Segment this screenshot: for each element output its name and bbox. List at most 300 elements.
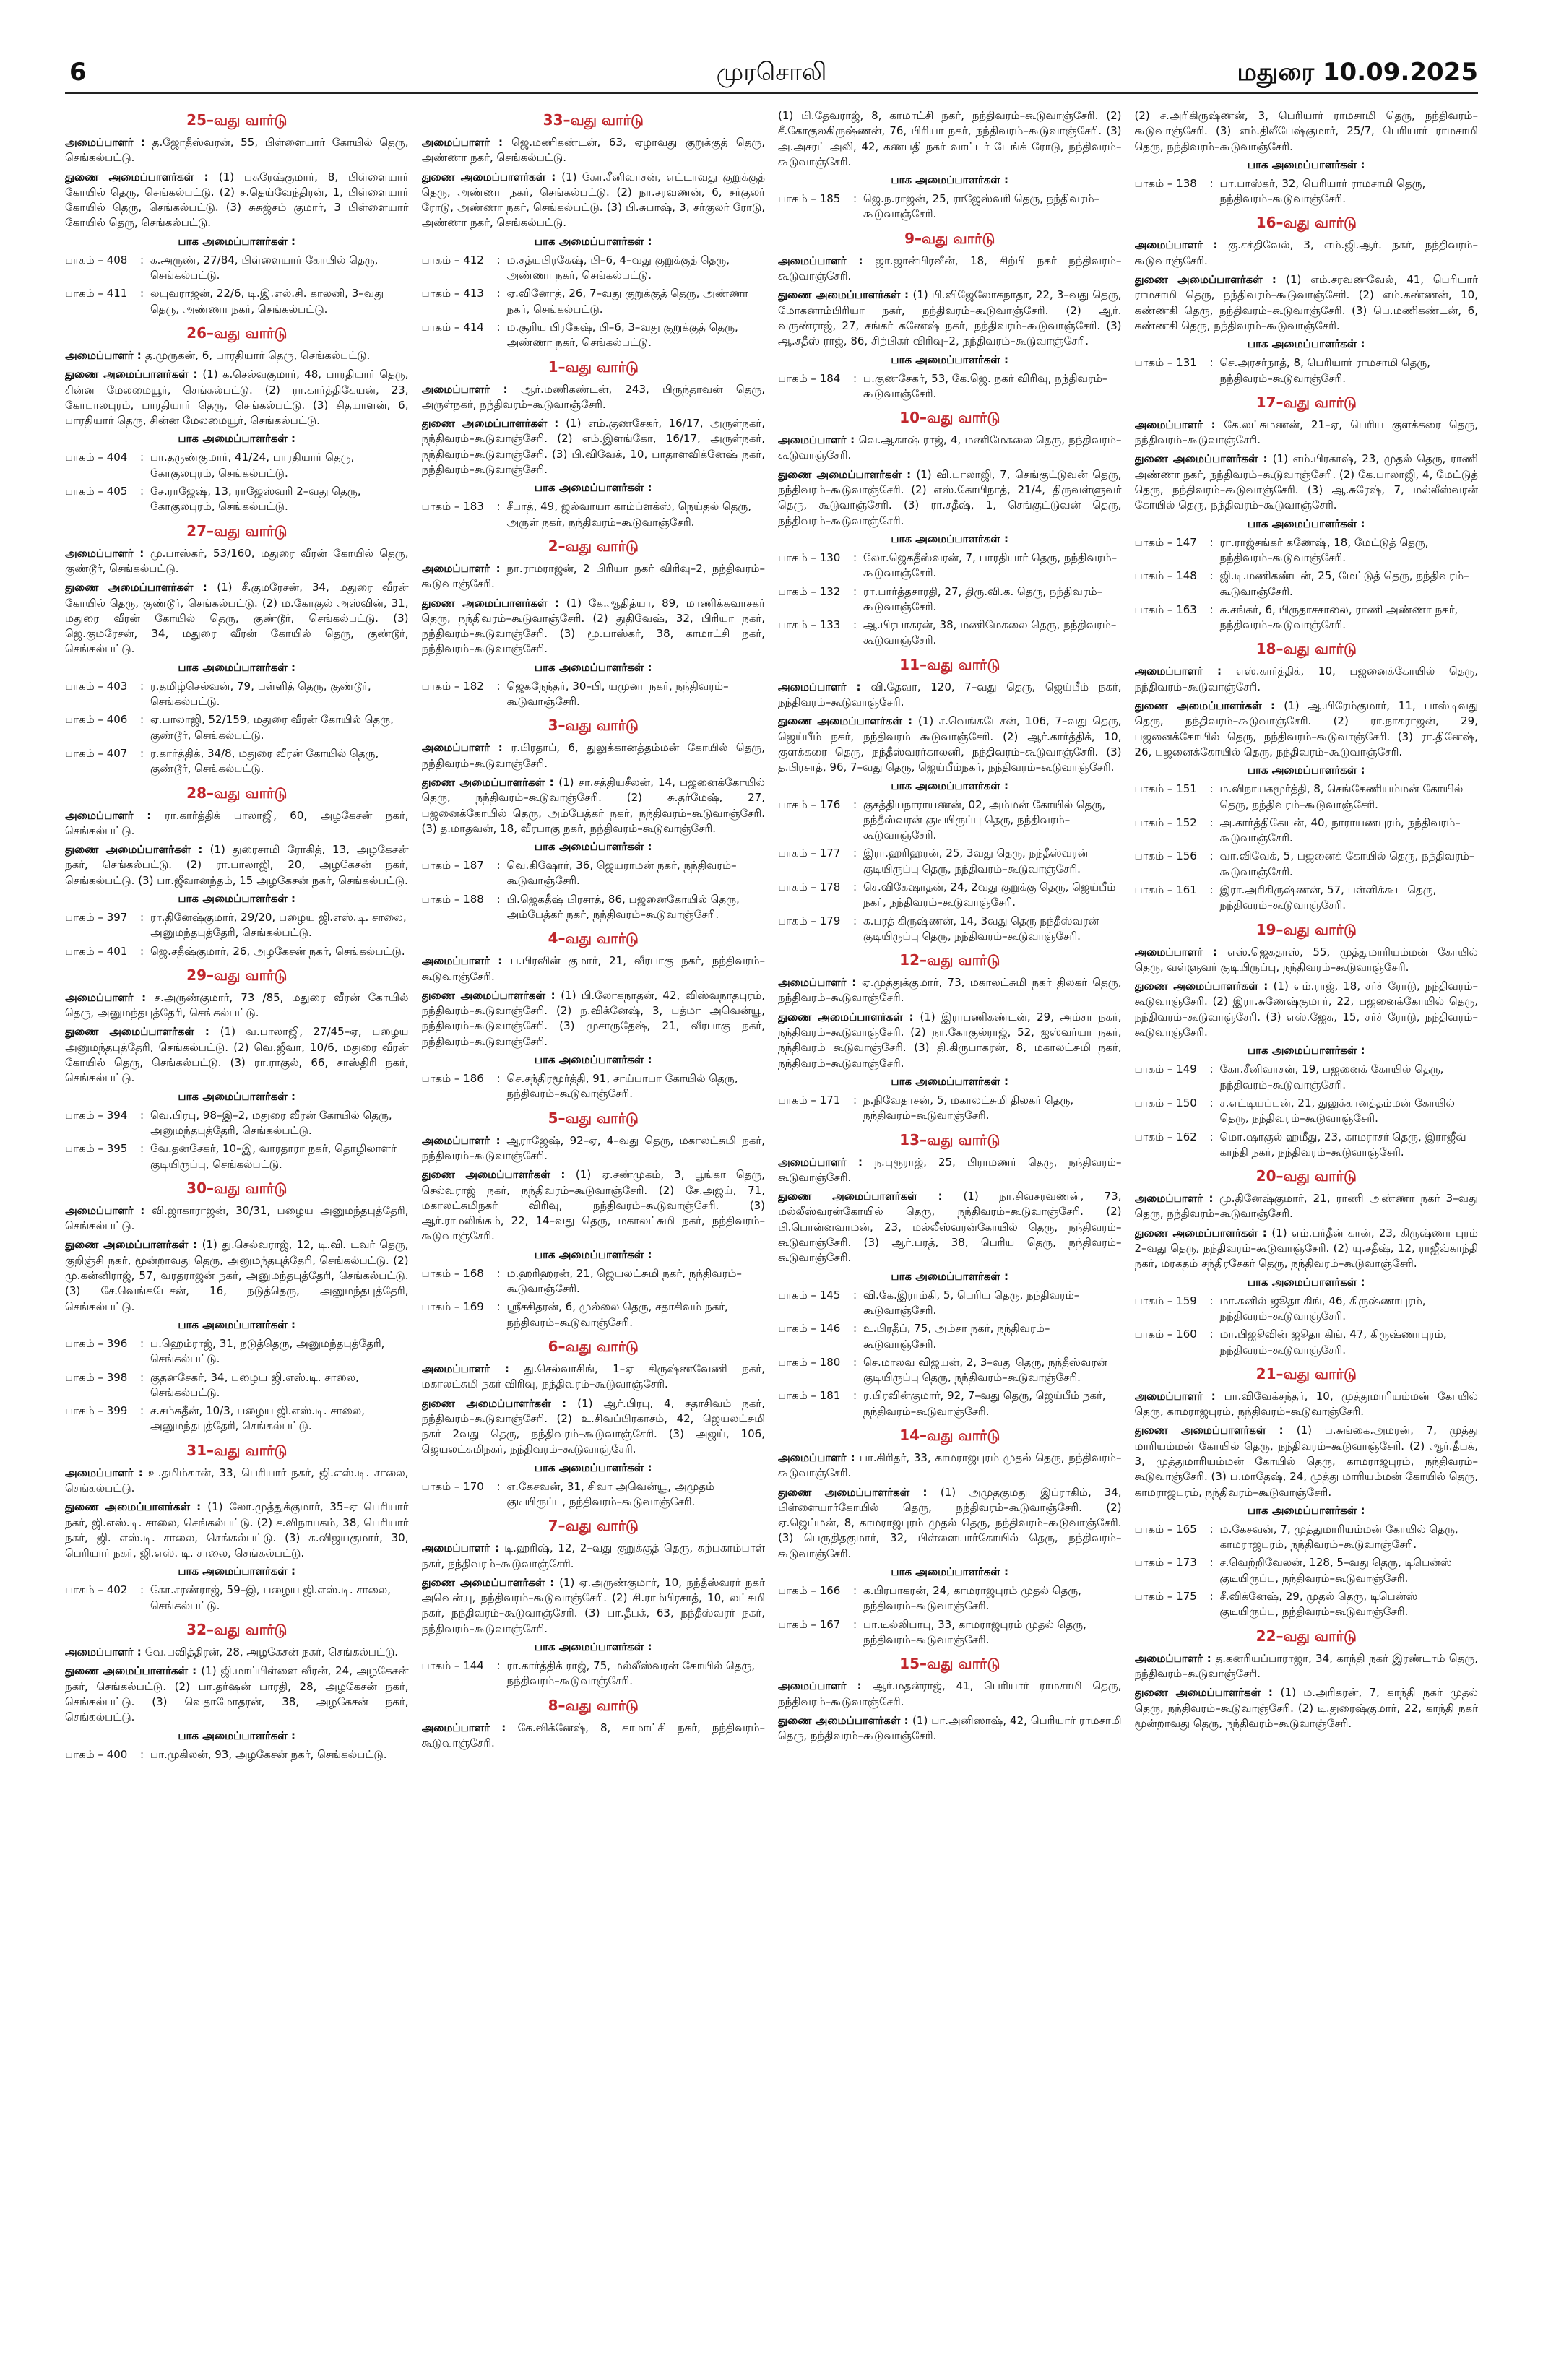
booth-row bbox=[422, 892, 766, 923]
deputy-label: துணை அமைப்பாளர்கள் : bbox=[1134, 699, 1284, 713]
booth-row bbox=[65, 1747, 409, 1762]
booth-number: பாகம் – 178 bbox=[778, 880, 841, 893]
organizer-entry bbox=[422, 1721, 766, 1752]
booth-colon: : bbox=[1209, 1063, 1214, 1076]
deputy-label: துணை அமைப்பாளர்கள் : bbox=[778, 714, 918, 728]
booth-heading: பாக அமைப்பாளர்கள் : bbox=[891, 1565, 1009, 1579]
ward-heading: 20–வது வார்டு bbox=[1255, 1167, 1357, 1185]
booth-text: லோ.ஜெகதீஸ்வரன், 7, பாரதியார் தெரு, நந்திவரம்–கூடுவாஞ்சேரி. bbox=[863, 550, 1118, 580]
booth-row bbox=[1135, 1522, 1479, 1553]
booth-text: ப.ஹெம்ராஜ், 31, நடுத்தெரு, அனுமந்தபுத்தேரி, செங்கல்பட்டு. bbox=[150, 1336, 385, 1366]
booth-row bbox=[422, 679, 766, 710]
ward-section bbox=[422, 1109, 766, 1330]
booth-number: பாகம் – 175 bbox=[1134, 1590, 1197, 1604]
deputy-entry bbox=[422, 988, 766, 1050]
deputy-text: (1) வி.பாலாஜி, 7, செங்குட்டுவன் தெரு, நந்திவரம்–கூடுவாஞ்சேரி. (2) எஸ்.கோபிநாத், 21/4, திருவள்ளுவர் தெரு, கூடுவாஞ்சேரி. (3) ரா.சதீஷ், 1, செங்குட்டுவன் தெரு, நந்திவரம்–கூடுவாஞ்சேரி. bbox=[778, 467, 1122, 527]
booth-colon: : bbox=[140, 1108, 144, 1122]
organizer-entry bbox=[1135, 1651, 1479, 1682]
ward-heading: 1–வது வார்டு bbox=[548, 358, 639, 376]
booth-heading: பாக அமைப்பாளர்கள் : bbox=[891, 1269, 1009, 1283]
organizer-label: அமைப்பாளர் : bbox=[1134, 238, 1228, 252]
booth-number: பாகம் – 163 bbox=[1134, 602, 1197, 616]
booth-heading: பாக அமைப்பாளர்கள் : bbox=[1247, 1275, 1365, 1289]
ward-section bbox=[778, 230, 1122, 402]
booth-text: வெ.கிஷோர், 36, ஜெயராமன் நகர், நந்திவரம்–கூடுவாஞ்சேரி. bbox=[506, 859, 737, 888]
organizer-text: ப.பிரவின் குமார், 21, வீரபாகு நகர், நந்திவரம்–கூடுவாஞ்சேரி. bbox=[421, 954, 765, 983]
organizer-label: அமைப்பாளர் : bbox=[1134, 1651, 1216, 1665]
booth-heading: பாக அமைப்பாளர்கள் : bbox=[891, 1074, 1009, 1088]
booth-row bbox=[1135, 1327, 1479, 1358]
deputy-text: (1) பா.அனிஸாஷ், 42, பெரியார் ராமசாமி தெரு, நந்திவரம்–கூடுவாஞ்சேரி. bbox=[778, 1713, 1122, 1743]
booth-row bbox=[1135, 176, 1479, 207]
deputy-text: (1) எம்.ராஜ், 18, சர்ச் ரோடு, நந்திவரம்–கூடுவாஞ்சேரி. (2) இரா.சுணேஷ்குமார், 22, பஜனைக்கோயில் தெரு, நந்திவரம்–கூடுவாஞ்சேரி. (3) எஸ்.ஜேசு, 15, சர்ச் ரோடு, நந்திவரம்–கூடுவாஞ்சேரி. bbox=[1134, 979, 1478, 1039]
deputy-entry bbox=[778, 108, 1122, 170]
booth-row bbox=[422, 253, 766, 284]
booth-heading: பாக அமைப்பாளர்கள் : bbox=[891, 532, 1009, 545]
booth-row bbox=[65, 286, 409, 317]
ward-section bbox=[65, 324, 409, 515]
deputy-entry bbox=[778, 467, 1122, 529]
booth-number: பாகம் – 133 bbox=[778, 618, 841, 632]
deputy-text: (1) அமுதகுமது இப்ராகிம், 34, பிள்ளையார்கோயில் தெரு, நந்திவரம்–கூடுவாஞ்சேரி. (2) ஏ.ஜெய்மன், 8, காமராஜபுரம் முதல் தெரு, நந்திவரம்–கூடுவாஞ்சேரி. (3) பெருதிதகுமார், 32, பிள்ளையார்கோயில் தெரு, நந்திவரம்–கூடுவாஞ்சேரி. bbox=[778, 1485, 1122, 1560]
booth-row bbox=[65, 1108, 409, 1139]
booth-row bbox=[778, 1288, 1122, 1319]
organizer-entry bbox=[778, 433, 1122, 464]
booth-row bbox=[778, 1388, 1122, 1419]
booth-row bbox=[422, 858, 766, 889]
deputy-label: துணை அமைப்பாளர்கள் : bbox=[1134, 452, 1273, 466]
booth-row bbox=[422, 1266, 766, 1297]
deputy-text: (1) ஆர்.பிரபு, 4, சதாசிவம் நகர், நந்திவரம்–கூடுவாஞ்சேரி. (2) உ.சிவப்பிரகாசம், 42, ஜெயலட்சுமி நகர் 2வது தெரு, நந்திவரம்–கூடுவாஞ்சேரி. (3) அஜய், 106, ஜெயலட்சுமிநகர், நந்திவரம்–கூடுவாஞ்சேரி. bbox=[421, 1396, 765, 1456]
organizer-entry bbox=[1135, 238, 1479, 269]
ward-section bbox=[422, 1697, 766, 1752]
edition-date: மதுரை 10.09.2025 bbox=[1237, 58, 1478, 87]
ward-section bbox=[422, 358, 766, 530]
deputy-label: துணை அமைப்பாளர்கள் : bbox=[778, 1190, 964, 1203]
booth-heading: பாக அமைப்பாளர்கள் : bbox=[178, 891, 296, 905]
organizer-label: அமைப்பாளர் : bbox=[1134, 665, 1237, 678]
booth-text: ஏ.வினோத், 26, 7–வது குறுக்குத் தெரு, அண்ணா நகர், செங்கல்பட்டு. bbox=[506, 287, 748, 316]
booth-colon: : bbox=[140, 1370, 144, 1384]
booth-text: கோ.சரண்ராஜ், 59–இ, பழைய ஜி.எஸ்.டி. சாலை, செங்கல்பட்டு. bbox=[150, 1583, 392, 1612]
deputy-text: (1) எம்.பர்தீன் கான், 23, கிருஷ்ணா புரம் 2–வது தெரு, நந்திவரம்–கூடுவாஞ்சேரி. (2) யு.சதீஷ், 12, ராஜீவ்காந்தி நகர், மரகதம் சந்திரசேகர் தெரு, நந்திவரம்–கூடுவாஞ்சேரி. bbox=[1134, 1226, 1478, 1271]
booth-row bbox=[422, 1071, 766, 1102]
booth-colon: : bbox=[140, 1336, 144, 1350]
booth-number: பாகம் – 144 bbox=[421, 1659, 484, 1673]
organizer-text: ஆர்.மணிகண்டன், 243, பிருந்தாவன் தெரு, அருள்நகர், நந்திவரம்–கூடுவாஞ்சேரி. bbox=[421, 382, 765, 411]
booth-colon: : bbox=[1209, 1328, 1214, 1341]
organizer-text: த.ஜோதீஸ்வரன், 55, பிள்ளையார் கோயில் தெரு, செங்கல்பட்டு. bbox=[65, 136, 409, 165]
organizer-entry bbox=[422, 382, 766, 413]
booth-row bbox=[65, 944, 409, 959]
deputy-text: (1) கே.ஆதித்யா, 89, மாணிக்கவாசகர் தெரு, நந்திவரம்–கூடுவாஞ்சேரி. (2) துதிவேஷ், 32, பிரியா நகர், நந்திவரம்–கூடுவாஞ்சேரி. (3) மூ.பாஸ்கர், 38, காமாட்சி நகர், நந்திவரம்–கூடுவாஞ்சேரி. bbox=[421, 596, 765, 656]
deputy-text: (1) வ.பாலாஜி, 27/45–ஏ, பழைய அனுமந்தபுத்தேரி, செங்கல்பட்டு. (2) வெ.ஜீவா, 10/6, மதுரை வீரன் கோயில் தெரு, செங்கல்பட்டு. (3) ரா.ராகுல், 66, சாஸ்திரி நகர், செங்கல்பட்டு. bbox=[65, 1025, 409, 1085]
organizer-text: ஏ.முத்துக்குமார், 73, மகாலட்சுமி நகர் திலகர் தெரு, நந்திவரம்–கூடுவாஞ்சேரி. bbox=[778, 976, 1122, 1005]
booth-text: வா.விவேக், 5, பஜனைக் கோயில் தெரு, நந்திவரம்–கூடுவாஞ்சேரி. bbox=[1219, 849, 1475, 878]
booth-text: ஜி.டி.மணிகண்டன், 25, மேட்டுத் தெரு, நந்திவரம்–கூடுவாஞ்சேரி. bbox=[1219, 569, 1469, 598]
ward-section bbox=[422, 930, 766, 1102]
booth-colon: : bbox=[1209, 1130, 1214, 1143]
booth-text: ம.சத்யபிரகேஷ், பி–6, 4–வது குறுக்குத் தெரு, அண்ணா நகர், செங்கல்பட்டு. bbox=[506, 253, 730, 282]
booth-number: பாகம் – 396 bbox=[65, 1336, 128, 1350]
booth-colon: : bbox=[1209, 1522, 1214, 1536]
booth-heading: பாக அமைப்பாளர்கள் : bbox=[891, 173, 1009, 187]
ward-section bbox=[422, 537, 766, 709]
deputy-entry bbox=[65, 842, 409, 888]
ward-heading: 21–வது வார்டு bbox=[1255, 1364, 1357, 1382]
organizer-label: அமைப்பாளர் : bbox=[65, 1645, 145, 1659]
booth-colon: : bbox=[140, 910, 144, 924]
organizer-entry bbox=[65, 1203, 409, 1234]
booth-colon: : bbox=[853, 1355, 857, 1369]
newspaper-name: முரசொலி bbox=[716, 58, 827, 87]
booth-text: வெ.பிரபு, 98–இ–2, மதுரை வீரன் கோயில் தெரு, அனுமந்தபுத்தேரி, செங்கல்பட்டு. bbox=[150, 1108, 392, 1137]
booth-text: ஜெ.ந.ராஜன், 25, ராஜேஸ்வரி தெரு, நந்திவரம்–கூடுவாஞ்சேரி. bbox=[863, 192, 1100, 221]
booth-colon: : bbox=[1209, 1556, 1214, 1570]
ward-heading: 19–வது வார்டு bbox=[1255, 920, 1357, 938]
deputy-label: துணை அமைப்பாளர்கள் : bbox=[1134, 1686, 1281, 1700]
deputy-text: (1) ஏ.சண்முகம், 3, பூங்கா தெரு, செல்வராஜ் நகர், நந்திவரம்–கூடுவாஞ்சேரி. (2) சே.அஜய், 71, மகாலட்சுமிநகர் விரிவு, நந்திவரம்–கூடுவாஞ்சேரி. (3) ஆர்.ராமலிங்கம், 22, 14–வது தெரு, மகாலட்சுமி நகர், நந்திவரம்–கூடுவாஞ்சேரி. bbox=[421, 1168, 765, 1243]
organizer-text: எஸ்.கார்த்திக், 10, பஜனைக்கோயில் தெரு, நந்திவரம்–கூடுவாஞ்சேரி. bbox=[1134, 665, 1478, 693]
deputy-label: துணை அமைப்பாளர்கள் : bbox=[65, 581, 217, 594]
organizer-text: த.கனரியப்பாராஜா, 34, காந்தி நகர் இரண்டாம் தெரு, நந்திவரம்–கூடுவாஞ்சேரி. bbox=[1134, 1651, 1478, 1680]
ward-heading: 31–வது வார்டு bbox=[186, 1441, 288, 1459]
deputy-label: துணை அமைப்பாளர்கள் : bbox=[421, 1575, 560, 1589]
booth-heading: பாக அமைப்பாளர்கள் : bbox=[534, 234, 652, 248]
ward-heading: 18–வது வார்டு bbox=[1255, 640, 1357, 658]
organizer-label: அமைப்பாளர் : bbox=[421, 1541, 505, 1555]
organizer-label: அமைப்பாளர் : bbox=[421, 561, 507, 575]
booth-row bbox=[778, 797, 1122, 844]
booth-colon: : bbox=[1209, 1096, 1214, 1109]
deputy-entry bbox=[65, 170, 409, 231]
booth-row bbox=[778, 1617, 1122, 1648]
booth-heading: பாக அமைப்பாளர்கள் : bbox=[534, 1640, 652, 1654]
organizer-text: பா.கிரிதர், 33, காமராஜபுரம் முதல் தெரு, நந்திவரம்–கூடுவாஞ்சேரி. bbox=[778, 1451, 1122, 1480]
ward-section bbox=[65, 966, 409, 1172]
ward-heading: 3–வது வார்டு bbox=[548, 717, 639, 735]
organizer-label: அமைப்பாளர் : bbox=[1134, 1389, 1224, 1403]
booth-text: சே.ராஜேஷ், 13, ராஜேஸ்வரி 2–வது தெரு, கோகுலபுரம், செங்கல்பட்டு. bbox=[150, 485, 361, 514]
booth-number: பாகம் – 408 bbox=[65, 253, 128, 267]
ward-heading: 6–வது வார்டு bbox=[548, 1337, 639, 1355]
deputy-text: (1) ச.வெங்கடேசன், 106, 7–வது தெரு, ஜெய்பீம் நகர், நந்திவரம் கூடுவாஞ்சேரி. (2) ஆர்.கார்த்திக், 10, குளக்கரை தெரு, நந்தீஸ்வரர்காலனி, நந்திவரம்–கூடுவாஞ்சேரி. (3) த.பிரசாத், 96, 7–வது தெரு, ஜெய்பீம்நகர், நந்திவரம்–கூடுவாஞ்சேரி. bbox=[778, 714, 1122, 774]
booth-text: ச.சம்சுதீன், 10/3, பழைய ஜி.எஸ்.டி. சாலை, அனுமந்தபுத்தேரி, செங்கல்பட்டு. bbox=[150, 1404, 365, 1433]
ward-heading: 22–வது வார்டு bbox=[1255, 1627, 1357, 1645]
booth-number: பாகம் – 170 bbox=[421, 1479, 484, 1493]
booth-number: பாகம் – 394 bbox=[65, 1108, 128, 1122]
organizer-text: ஆராஜேஷ், 92–ஏ, 4–வது தெரு, மகாலட்சுமி நகர், நந்திவரம்–கூடுவாஞ்சேரி. bbox=[421, 1133, 765, 1162]
booth-number: பாகம் – 146 bbox=[778, 1322, 841, 1336]
ward-heading: 17–வது வார்டு bbox=[1255, 393, 1357, 411]
deputy-label: துணை அமைப்பாளர்கள் : bbox=[778, 1485, 941, 1499]
organizer-text: டி.ஹரிஷ், 12, 2–வது குறுக்குத் தெரு, சுற்பகாம்பாள் நகர், நந்திவரம்–கூடுவாஞ்சேரி. bbox=[421, 1541, 765, 1570]
organizer-entry bbox=[422, 135, 766, 166]
ward-section bbox=[1135, 394, 1479, 633]
booth-colon: : bbox=[1209, 782, 1214, 796]
organizer-entry bbox=[778, 1155, 1122, 1186]
organizer-entry bbox=[422, 953, 766, 985]
booth-colon: : bbox=[140, 451, 144, 464]
booth-number: பாகம் – 406 bbox=[65, 713, 128, 727]
ward-section bbox=[1135, 921, 1479, 1161]
booth-colon: : bbox=[853, 618, 857, 632]
organizer-text: ரா.கார்த்திக் பாலாஜி, 60, அழகேசன் நகர், செங்கல்பட்டு. bbox=[65, 808, 409, 837]
organizer-label: அமைப்பாளர் : bbox=[65, 1466, 148, 1479]
deputy-label: துணை அமைப்பாளர்கள் : bbox=[778, 288, 913, 302]
column-3 bbox=[778, 108, 1122, 2355]
booth-text: மொ.ஷாகுல் ஹமீது, 23, காமராசர் தெரு, இராஜீவ் காந்தி நகர், நந்திவரம்–கூடுவாஞ்சேரி. bbox=[1219, 1130, 1466, 1159]
booth-number: பாகம் – 167 bbox=[778, 1617, 841, 1631]
organizer-text: உ.தமிம்கான், 33, பெரியார் நகர், ஜி.எஸ்.டி. சாலை, செங்கல்பட்டு. bbox=[65, 1466, 409, 1494]
booth-colon: : bbox=[853, 371, 857, 385]
ward-section bbox=[422, 111, 766, 351]
organizer-label: அமைப்பாளர் : bbox=[778, 1451, 860, 1464]
booth-row bbox=[65, 1370, 409, 1401]
ward-section bbox=[65, 784, 409, 959]
ward-section bbox=[778, 409, 1122, 649]
deputy-text: (1) சா.சத்தியசீலன், 14, பஜனைக்கோயில் தெரு, நந்திவரம்–கூடுவாஞ்சேரி. (2) சு.தர்மேஷ், 27, பஜனைக்கோயில் தெரு, அம்பேத்கர் நகர், நந்திவரம்–கூடுவாஞ்சேரி. (3) த.மாதவன், 18, வீரபாகு நகர், நந்திவரம்–கூடுவாஞ்சேரி. bbox=[421, 775, 765, 835]
ward-heading: 15–வது வார்டு bbox=[899, 1655, 1000, 1673]
deputy-label: துணை அமைப்பாளர்கள் : bbox=[421, 1168, 576, 1182]
booth-colon: : bbox=[140, 1747, 144, 1761]
booth-number: பாகம் – 173 bbox=[1134, 1556, 1197, 1570]
booth-text: ஸ்ரீசசிதரன், 6, முல்லை தெரு, சதாசிவம் நகர், நந்திவரம்–கூடுவாஞ்சேரி. bbox=[506, 1300, 728, 1329]
content-columns bbox=[65, 108, 1478, 2355]
booth-number: பாகம் – 183 bbox=[421, 500, 484, 514]
booth-text: வி.கே.இராம்கி, 5, பெரிய தெரு, நந்திவரம்–கூடுவாஞ்சேரி. bbox=[863, 1288, 1080, 1317]
deputy-entry bbox=[1135, 1226, 1479, 1272]
masthead bbox=[0, 0, 1543, 87]
ward-heading: 26–வது வார்டு bbox=[186, 324, 288, 342]
booth-row bbox=[778, 618, 1122, 649]
booth-heading: பாக அமைப்பாளர்கள் : bbox=[534, 840, 652, 854]
booth-text: ச.வெற்றிவேலன், 128, 5–வது தெரு, டிபென்ஸ் குடியிருப்பு, நந்திவரம்–கூடுவாஞ்சேரி. bbox=[1219, 1556, 1452, 1585]
deputy-text: (1) ஜி.மாப்பிள்ளை வீரன், 24, அழகேசன் நகர், செங்கல்பட்டு. (2) பா.தர்ஷன் பாரதி, 28, அழகேசன் நகர், செங்கல்பட்டு. (3) வெதாமோதரன், 38, அழகேசன் நகர், செங்கல்பட்டு. bbox=[65, 1664, 409, 1724]
organizer-entry bbox=[1135, 417, 1479, 449]
deputy-text: (1) ஏ.அருண்குமார், 10, நந்தீஸ்வரர் நகர் அவென்யு, நந்திவரம்–கூடுவாஞ்சேரி. (2) சி.ராம்பிரசாத், 10, லட்சுமி நகர், நந்திவரம்–கூடுவாஞ்சேரி. (3) பா.தீபக், 63, நந்தீஸ்வரர் நகர், நந்திவரம்–கூடுவாஞ்சேரி. bbox=[421, 1575, 765, 1635]
booth-heading: பாக அமைப்பாளர்கள் : bbox=[178, 1728, 296, 1742]
booth-colon: : bbox=[140, 1583, 144, 1597]
ward-heading: 12–வது வார்டு bbox=[899, 951, 1000, 969]
organizer-entry bbox=[778, 254, 1122, 285]
organizer-entry bbox=[778, 975, 1122, 1006]
booth-row bbox=[422, 1299, 766, 1330]
organizer-entry bbox=[422, 561, 766, 592]
ward-heading: 14–வது வார்டு bbox=[899, 1427, 1000, 1444]
booth-text: ஜெ.சதீஷ்குமார், 26, அழகேசன் நகர், செங்கல்பட்டு. bbox=[150, 944, 405, 958]
booth-number: பாகம் – 185 bbox=[778, 192, 841, 206]
booth-colon: : bbox=[496, 1266, 501, 1280]
ward-heading: 8–வது வார்டு bbox=[548, 1696, 639, 1714]
deputy-label: துணை அமைப்பாளர்கள் : bbox=[1134, 273, 1287, 287]
booth-text: எ.கேசவன், 31, சிவா அவென்யூ, அமுதம் குடியிருப்பு, நந்திவரம்–கூடுவாஞ்சேரி. bbox=[506, 1479, 715, 1508]
ward-heading: 5–வது வார்டு bbox=[548, 1109, 639, 1127]
ward-heading: 32–வது வார்டு bbox=[186, 1621, 288, 1639]
deputy-entry bbox=[422, 170, 766, 231]
deputy-text: (1) பி.தேவராஜ், 8, காமாட்சி நகர், நந்திவரம்–கூடுவாஞ்சேரி. (2) சீ.கோகுலகிருஷ்ணன், 76, பிரியா நகர், நந்திவரம்–கூடுவாஞ்சேரி. (3) அ.அசரப் அலி, 42, கணபதி நகர் வாட்டர் டேங்க் ரோடு, நந்திவரம்–கூடுவாஞ்சேரி. bbox=[778, 109, 1122, 168]
deputy-label: துணை அமைப்பாளர்கள் : bbox=[421, 988, 561, 1002]
deputy-label: துணை அமைப்பாளர்கள் : bbox=[778, 467, 917, 481]
ward-heading: 11–வது வார்டு bbox=[899, 655, 1000, 673]
booth-colon: : bbox=[496, 1072, 501, 1086]
booth-text: பா.பாஸ்கர், 32, பெரியார் ராமசாமி தெரு, நந்திவரம்–கூடுவாஞ்சேரி. bbox=[1219, 176, 1426, 206]
booth-row bbox=[1135, 568, 1479, 600]
organizer-text: ஆர்.மதன்ராஜ், 41, பெரியார் ராமசாமி தெரு, நந்திவரம்–கூடுவாஞ்சேரி. bbox=[778, 1679, 1122, 1708]
column-1 bbox=[65, 108, 409, 2355]
booth-text: செ.விகேஷாதன், 24, 2வது குறுக்கு தெரு, ஜெய்பீம் நகர், நந்திவரம்–கூடுவாஞ்சேரி. bbox=[863, 880, 1116, 909]
deputy-label: துணை அமைப்பாளர்கள் : bbox=[421, 596, 566, 610]
deputy-label: துணை அமைப்பாளர்கள் : bbox=[65, 1500, 208, 1514]
booth-row bbox=[65, 1583, 409, 1614]
booth-text: ப.குணசேகர், 53, கே.ஜெ. நகர் விரிவு, நந்திவரம்–கூடுவாஞ்சேரி. bbox=[863, 371, 1108, 400]
deputy-text: (1) பசுரேஷ்குமார், 8, பிள்ளையார் கோயில் தெரு, செங்கல்பட்டு. (2) ச.தெய்வேந்திரன், 1, பிள்ளையார் கோயில் தெரு, செங்கல்பட்டு. (3) சுசுஜ்சம் குமார், 3 பிள்ளையார் கோயில் தெரு, செங்கல்பட்டு. bbox=[65, 170, 409, 230]
booth-text: ர.தமிழ்செல்வன், 79, பள்ளித் தெரு, குண்டூர், செங்கல்பட்டு. bbox=[150, 679, 371, 709]
booth-text: ம.கேசவன், 7, முத்துமாரியம்மன் கோயில் தெரு, காமராஜபுரம், நந்திவரம்–கூடுவாஞ்சேரி. bbox=[1219, 1522, 1458, 1552]
booth-row bbox=[778, 914, 1122, 945]
booth-number: பாகம் – 404 bbox=[65, 451, 128, 464]
booth-heading: பாக அமைப்பாளர்கள் : bbox=[534, 1461, 652, 1474]
booth-heading: பாக அமைப்பாளர்கள் : bbox=[178, 432, 296, 446]
ward-section bbox=[422, 1338, 766, 1510]
booth-row bbox=[65, 1403, 409, 1435]
booth-row bbox=[778, 1093, 1122, 1124]
booth-text: ம.சூரிய பிரகேஷ், பி–6, 3–வது குறுக்குத் தெரு, அண்ணா நகர், செங்கல்பட்டு. bbox=[506, 320, 738, 350]
booth-row bbox=[1135, 1589, 1479, 1620]
ward-heading: 4–வது வார்டு bbox=[548, 930, 639, 948]
booth-number: பாகம் – 397 bbox=[65, 910, 128, 924]
booth-row bbox=[778, 846, 1122, 877]
booth-colon: : bbox=[853, 847, 857, 860]
ward-heading: 33–வது வார்டு bbox=[543, 111, 644, 129]
booth-number: பாகம் – 180 bbox=[778, 1355, 841, 1369]
deputy-text: (1) சீ.குமரேசன், 34, மதுரை வீரன் கோயில் தெரு, குண்டூர், செங்கல்பட்டு. (2) ம.கோகுல் அஸ்வின், 31, மதுரை வீரன் கோயில் தெரு, குண்டூர், செங்கல்பட்டு. (3) ஜெ.குமரேசன், 34, மதுரை வீரன் கோயில் தெரு, குண்டூர், செங்கல்பட்டு. bbox=[65, 581, 409, 656]
booth-row bbox=[1135, 1555, 1479, 1586]
booth-text: க.அருண், 27/84, பிள்ளையார் கோயில் தெரு, செங்கல்பட்டு. bbox=[150, 253, 379, 282]
booth-text: குதனசேகர், 34, பழைய ஜி.எஸ்.டி. சாலை, செங்கல்பட்டு. bbox=[150, 1370, 359, 1399]
booth-text: பி.ஜெகதீஷ் பிரசாத், 86, பஜனைகோயில் தெரு, அம்பேத்கர் நகர், நந்திவரம்–கூடுவாஞ்சேரி. bbox=[506, 892, 740, 921]
organizer-label: அமைப்பாளர் : bbox=[65, 348, 145, 362]
deputy-label: துணை அமைப்பாளர்கள் : bbox=[421, 417, 566, 430]
booth-text: பா.தருண்குமார், 41/24, பாரதியார் தெரு, கோகுலபுரம், செங்கல்பட்டு. bbox=[150, 451, 355, 480]
booth-text: சு.சங்கர், 6, பிருதாசசாலை, ராணி அண்ணா நகர், நந்திவரம்–கூடுவாஞ்சேரி. bbox=[1219, 602, 1458, 632]
deputy-entry bbox=[1135, 1685, 1479, 1731]
ward-section bbox=[422, 717, 766, 922]
organizer-text: எஸ்.ஜெகதாஸ், 55, முத்துமாரியம்மன் கோயில் தெரு, வள்ளுவர் குடியிருப்பு, நந்திவரம்–கூடுவாஞ்சேரி. bbox=[1134, 945, 1478, 974]
booth-text: ரா.பார்த்தசாரதி, 27, திரு.வி.க. தெரு, நந்திவரம்–கூடுவாஞ்சேரி. bbox=[863, 584, 1103, 613]
booth-colon: : bbox=[496, 679, 501, 693]
deputy-entry bbox=[778, 1189, 1122, 1265]
organizer-entry bbox=[65, 990, 409, 1021]
organizer-text: த.முருகன், 6, பாரதியார் தெரு, செங்கல்பட்டு. bbox=[144, 348, 371, 362]
deputy-label: துணை அமைப்பாளர்கள் : bbox=[778, 1010, 920, 1024]
deputy-label: துணை அமைப்பாளர்கள் : bbox=[65, 1664, 202, 1678]
organizer-label: அமைப்பாளர் : bbox=[778, 433, 859, 447]
column-4 bbox=[1135, 108, 1479, 2355]
booth-row bbox=[778, 584, 1122, 615]
organizer-text: கே.லட்சுமணன், 21–ஏ, பெரிய குளக்கரை தெரு, நந்திவரம்–கூடுவாஞ்சேரி. bbox=[1134, 417, 1478, 447]
ward-heading: 27–வது வார்டு bbox=[186, 522, 288, 540]
ward-section bbox=[778, 108, 1122, 222]
booth-number: பாகம் – 151 bbox=[1134, 782, 1197, 796]
deputy-label: துணை அமைப்பாளர்கள் : bbox=[778, 1713, 913, 1727]
booth-text: மா.சுனில் ஜூதா கிங், 46, கிருஷ்ணாபுரம், நந்திவரம்–கூடுவாஞ்சேரி. bbox=[1219, 1294, 1426, 1323]
organizer-text: மு.தினேஷ்குமார், 21, ராணி அண்ணா நகர் 3–வது தெரு, நந்திவரம்–கூடுவாஞ்சேரி. bbox=[1134, 1192, 1478, 1221]
deputy-text: (1) ப.சுங்கை.அமரன், 7, முத்து மாரியம்மன் கோயில் தெரு, நந்திவரம்–கூடுவாஞ்சேரி. (2) ஆர்.தீபக், 3, முத்துமாரியம்மன் கோயில் தெரு, காமராஜபுரம், நந்திவரம்–கூடுவாஞ்சேரி. (3) ப.மாதேஷ், 24, முத்து மாரியம்மன் கோயில் தெரு, காமராஜபுரம், நந்திவரம்–கூடுவாஞ்சேரி. bbox=[1134, 1424, 1478, 1499]
deputy-entry bbox=[65, 1024, 409, 1086]
deputy-entry bbox=[778, 1010, 1122, 1071]
organizer-text: ஜெ.மணிகண்டன், 63, ஏழாவது குறுக்குத் தெரு, அண்ணா நகர், செங்கல்பட்டு. bbox=[421, 136, 765, 165]
booth-text: ந.நிவேதாசன், 5, மகாலட்சுமி திலகர் தெரு, நந்திவரம்–கூடுவாஞ்சேரி. bbox=[863, 1093, 1074, 1122]
booth-number: பாகம் – 171 bbox=[778, 1093, 841, 1107]
booth-row bbox=[1135, 849, 1479, 880]
booth-row bbox=[778, 371, 1122, 402]
organizer-label: அமைப்பாளர் : bbox=[1134, 945, 1227, 959]
booth-colon: : bbox=[853, 880, 857, 893]
booth-text: ர.கார்த்திக், 34/8, மதுரை வீரன் கோயில் தெரு, குண்டூர், செங்கல்பட்டு. bbox=[150, 746, 379, 776]
deputy-entry bbox=[1135, 698, 1479, 760]
booth-number: பாகம் – 399 bbox=[65, 1404, 128, 1418]
booth-text: க.பரத் கிருஷ்ணன், 14, 3வது தெரு நந்தீஸ்வரன் குடியிருப்பு தெரு, நந்திவரம்–கூடுவாஞ்சேரி. bbox=[863, 914, 1099, 943]
booth-row bbox=[65, 1336, 409, 1367]
deputy-text: (1) எம்.பிரகாஷ், 23, முதல் தெரு, ராணி அண்ணா நகர், நந்திவரம்–கூடுவாஞ்சேரி. (2) கே.பாலாஜி, 4, மேட்டுத் தெரு, நந்திவரம்–கூடுவாஞ்சேரி. (3) ஆ.சுரேஷ், 7, மல்லீஸ்வரன் கோயில் தெரு, நந்திவரம்–கூடுவாஞ்சேரி. bbox=[1134, 452, 1478, 512]
organizer-entry bbox=[65, 135, 409, 166]
deputy-entry bbox=[1135, 108, 1479, 155]
booth-heading: பாக அமைப்பாளர்கள் : bbox=[1247, 337, 1365, 351]
booth-row bbox=[65, 253, 409, 284]
organizer-entry bbox=[65, 808, 409, 839]
ward-heading: 10–வது வார்டு bbox=[899, 409, 1000, 427]
deputy-entry bbox=[65, 1500, 409, 1561]
deputy-text: (1) எம்.சரவணவேல், 41, பெரியார் ராமசாமி தெரு, நந்திவரம்–கூடுவாஞ்சேரி. (2) எம்.கண்ணன், 10, கண்ணகி தெரு, நந்திவரம்–கூடுவாஞ்சேரி. (3) பெ.மணிகண்டன், 6, கண்ணகி தெரு, நந்திவரம்–கூடுவாஞ்சேரி. bbox=[1134, 273, 1478, 332]
organizer-label: அமைப்பாளர் : bbox=[421, 136, 512, 149]
deputy-entry bbox=[1135, 1423, 1479, 1500]
booth-row bbox=[65, 1141, 409, 1172]
ward-section bbox=[778, 1131, 1122, 1419]
deputy-label: துணை அமைப்பாளர்கள் : bbox=[421, 170, 562, 183]
booth-number: பாகம் – 169 bbox=[421, 1300, 484, 1314]
booth-text: ரா.கார்த்திக் ராஜ், 75, மல்லீஸ்வரன் கோயில் தெரு, நந்திவரம்–கூடுவாஞ்சேரி. bbox=[506, 1659, 756, 1688]
deputy-label: துணை அமைப்பாளர்கள் : bbox=[1134, 1424, 1297, 1437]
organizer-label: அமைப்பாளர் : bbox=[778, 976, 863, 990]
booth-row bbox=[778, 191, 1122, 222]
booth-number: பாகம் – 413 bbox=[421, 287, 484, 300]
organizer-text: நா.ராமராஜன், 2 பிரியா நகர் விரிவு–2, நந்திவரம்–கூடுவாஞ்சேரி. bbox=[421, 561, 765, 591]
booth-number: பாகம் – 401 bbox=[65, 944, 128, 958]
organizer-text: வி.தேவா, 120, 7–வது தெரு, ஜெய்பீம் நகர், நந்திவரம்–கூடுவாஞ்சேரி. bbox=[778, 680, 1122, 709]
organizer-entry bbox=[65, 1466, 409, 1497]
booth-text: ஏ.பாலாஜி, 52/159, மதுரை வீரன் கோயில் தெரு, குண்டூர், செங்கல்பட்டு. bbox=[150, 713, 394, 742]
ward-section bbox=[422, 1517, 766, 1689]
ward-heading: 29–வது வார்டு bbox=[186, 966, 288, 984]
booth-number: பாகம் – 131 bbox=[1134, 356, 1197, 370]
booth-heading: பாக அமைப்பாளர்கள் : bbox=[178, 234, 296, 248]
booth-text: ர.பிரவின்குமார், 92, 7–வது தெரு, ஜெய்பீம் நகர், நந்திவரம்–கூடுவாஞ்சேரி. bbox=[863, 1389, 1106, 1418]
booth-colon: : bbox=[853, 1584, 857, 1598]
booth-row bbox=[1135, 1294, 1479, 1325]
deputy-entry bbox=[1135, 451, 1479, 513]
booth-text: அ.கார்த்திகேயன், 40, நாராயணபுரம், நந்திவரம்–கூடுவாஞ்சேரி. bbox=[1219, 815, 1461, 845]
booth-heading: பாக அமைப்பாளர்கள் : bbox=[178, 1565, 296, 1578]
booth-colon: : bbox=[1209, 849, 1214, 863]
booth-colon: : bbox=[853, 1389, 857, 1403]
booth-heading: பாக அமைப்பாளர்கள் : bbox=[1247, 1503, 1365, 1517]
organizer-text: ந.புரூராஜ், 25, பிராமணர் தெரு, நந்திவரம்–கூடுவாஞ்சேரி. bbox=[778, 1155, 1122, 1184]
booth-colon: : bbox=[496, 253, 501, 267]
booth-number: பாகம் – 177 bbox=[778, 847, 841, 860]
deputy-text: (1) க.செல்வகுமார், 48, பாரதியார் தெரு, சின்ன மேலமையூர், செங்கல்பட்டு. (2) ரா.கார்த்திகேயன், 23, கோபாலபுரம், பாரதியார் தெரு, செங்கல்பட்டு. (3) சிதயாளன், 6, பாரதியார் தெரு, சின்ன மேலமையூர், செங்கல்பட்டு. bbox=[65, 368, 409, 428]
booth-colon: : bbox=[496, 892, 501, 906]
